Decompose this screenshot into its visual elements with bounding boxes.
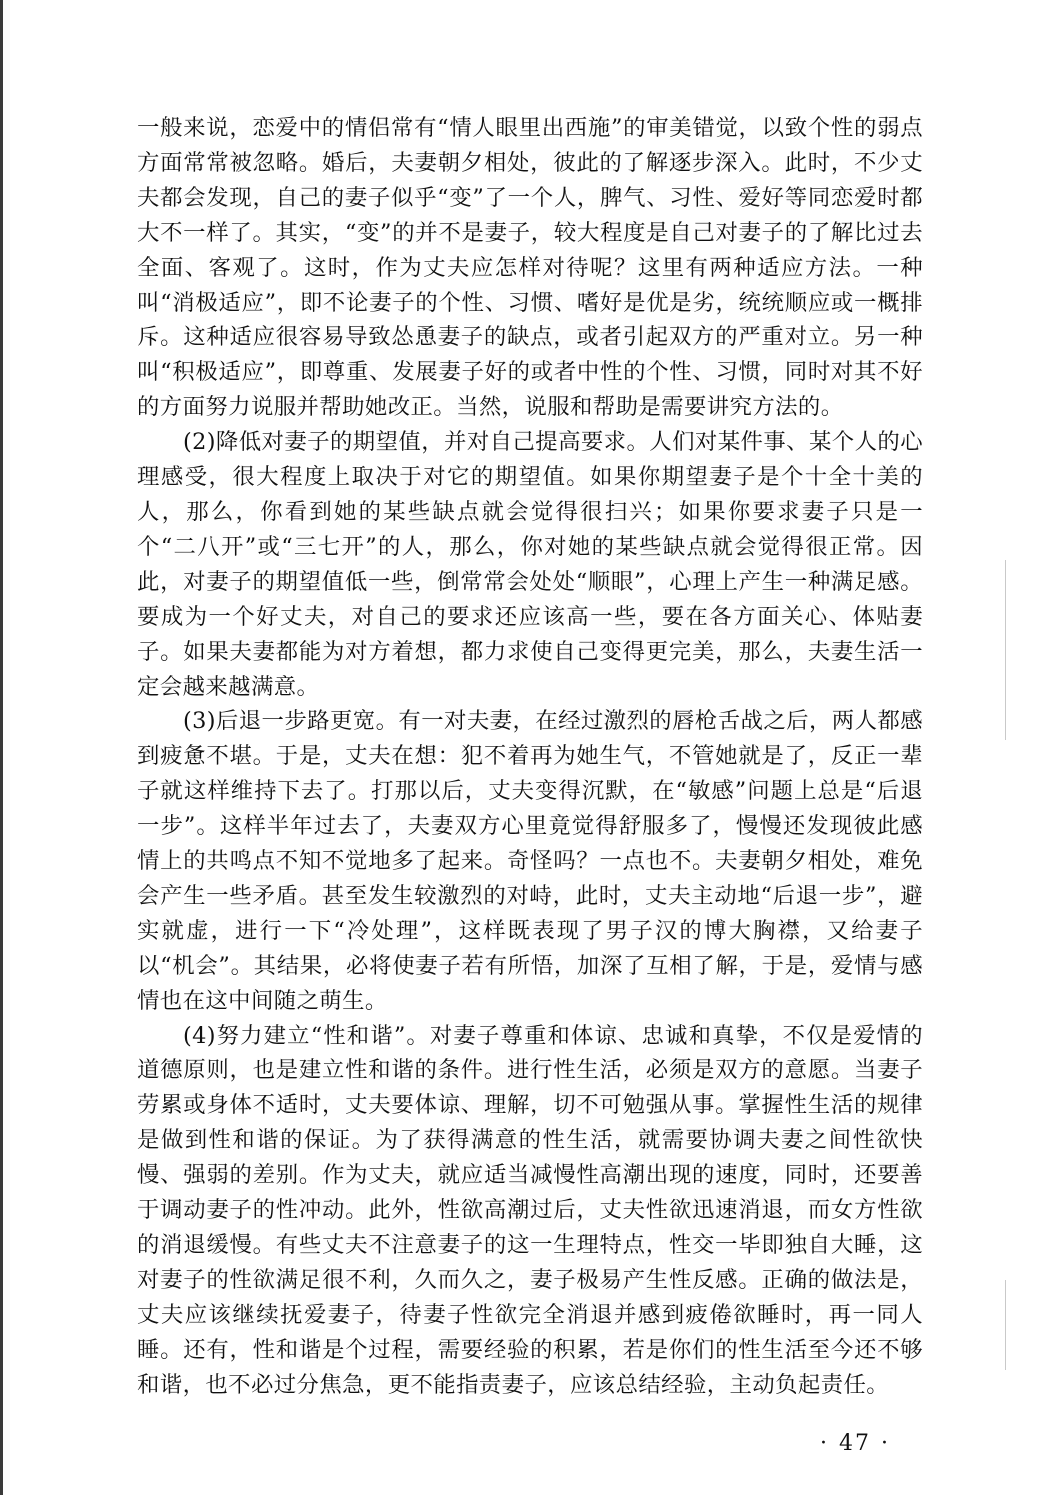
page-number-dot-left: · (820, 1431, 829, 1456)
page-number (810, 1431, 900, 1456)
page-number-value: 47 (839, 1431, 871, 1456)
page-number-dot-right: · (881, 1431, 890, 1456)
paragraph-1: 一般来说，恋爱中的情侣常有“情人眼里出西施”的审美错觉，以致个性的弱点方面常常被忽略。婚后，夫妻朝夕相处，彼此的了解逐步深入。此时，不少丈夫都会发现，自己的妻子似乎“变”了一个人，脾气、习性、爱好等同恋爱时都大不一样了。其实，“变”的并不是妻子，较大程度是自己对妻子的了解比过去全面、客观了。这时，作为丈夫应怎样对待呢？这里有两种适应方法。一种叫“消极适应”，即不论妻子的个性、习惯、嗜好是优是劣，统统顺应或一概排斥。这种适应很容易导致怂恿妻子的缺点，或者引起双方的严重对立。另一种叫“积极适应”，即尊重、发展妻子好的或者中性的个性、习惯，同时对其不好的方面努力说服并帮助她改正。当然，说服和帮助是需要讲究方法的。 (137, 115, 923, 421)
scan-artifact-line (1005, 560, 1006, 740)
paragraph-3: (3)后退一步路更宽。有一对夫妻，在经过激烈的唇枪舌战之后，两人都感到疲惫不堪。于是，丈夫在想：犯不着再为她生气，不管她就是了，反正一辈子就这样维持下去了。打那以后，丈夫变得沉默，在“敏感”问题上总是“后退一步”。这样半年过去了，夫妻双方心里竟觉得舒服多了，慢慢还发现彼此感情上的共鸣点不知不觉地多了起来。奇怪吗？一点也不。夫妻朝夕相处，难免会产生一些矛盾。甚至发生较激烈的对峙，此时，丈夫主动地“后退一步”，避实就虚，进行一下“冷处理”，这样既表现了男子汉的博大胸襟，又给妻子以“机会”。其结果，必将使妻子若有所悟，加深了互相了解，于是，爱情与感情也在这中间随之萌生。 (137, 708, 923, 1014)
scan-artifact-line (1005, 1280, 1006, 1370)
scan-left-edge (0, 0, 3, 1495)
paragraph-2: (2)降低对妻子的期望值，并对自己提高要求。人们对某件事、某个人的心理感受，很大程度上取决于对它的期望值。如果你期望妻子是个十全十美的人，那么，你看到她的某些缺点就会觉得很扫兴；如果你要求妻子只是一个“二八开”或“三七开”的人，那么，你对她的某些缺点就会觉得很正常。因此，对妻子的期望值低一些，倒常常会处处“顺眼”，心理上产生一种满足感。要成为一个好丈夫，对自己的要求还应该高一些，要在各方面关心、体贴妻子。如果夫妻都能为对方着想，都力求使自己变得更完美，那么，夫妻生活一定会越来越满意。 (137, 429, 923, 700)
paragraph-4: (4)努力建立“性和谐”。对妻子尊重和体谅、忠诚和真挚，不仅是爱情的道德原则，也是建立性和谐的条件。进行性生活，必须是双方的意愿。当妻子劳累或身体不适时，丈夫要体谅、理解，切不可勉强从事。掌握性生活的规律是做到性和谐的保证。为了获得满意的性生活，就需要协调夫妻之间性欲快慢、强弱的差别。作为丈夫，就应适当减慢性高潮出现的速度，同时，还要善于调动妻子的性冲动。此外，性欲高潮过后，丈夫性欲迅速消退，而女方性欲的消退缓慢。有些丈夫不注意妻子的这一生理特点，性交一毕即独自大睡，这对妻子的性欲满足很不利，久而久之，妻子极易产生性反感。正确的做法是，丈夫应该继续抚爱妻子，待妻子性欲完全消退并感到疲倦欲睡时，再一同人睡。还有，性和谐是个过程，需要经验的积累，若是你们的性生活至今还不够和谐，也不必过分焦急，更不能指责妻子，应该总结经验，主动负起责任。 (137, 1022, 923, 1398)
body-text (137, 111, 923, 1403)
